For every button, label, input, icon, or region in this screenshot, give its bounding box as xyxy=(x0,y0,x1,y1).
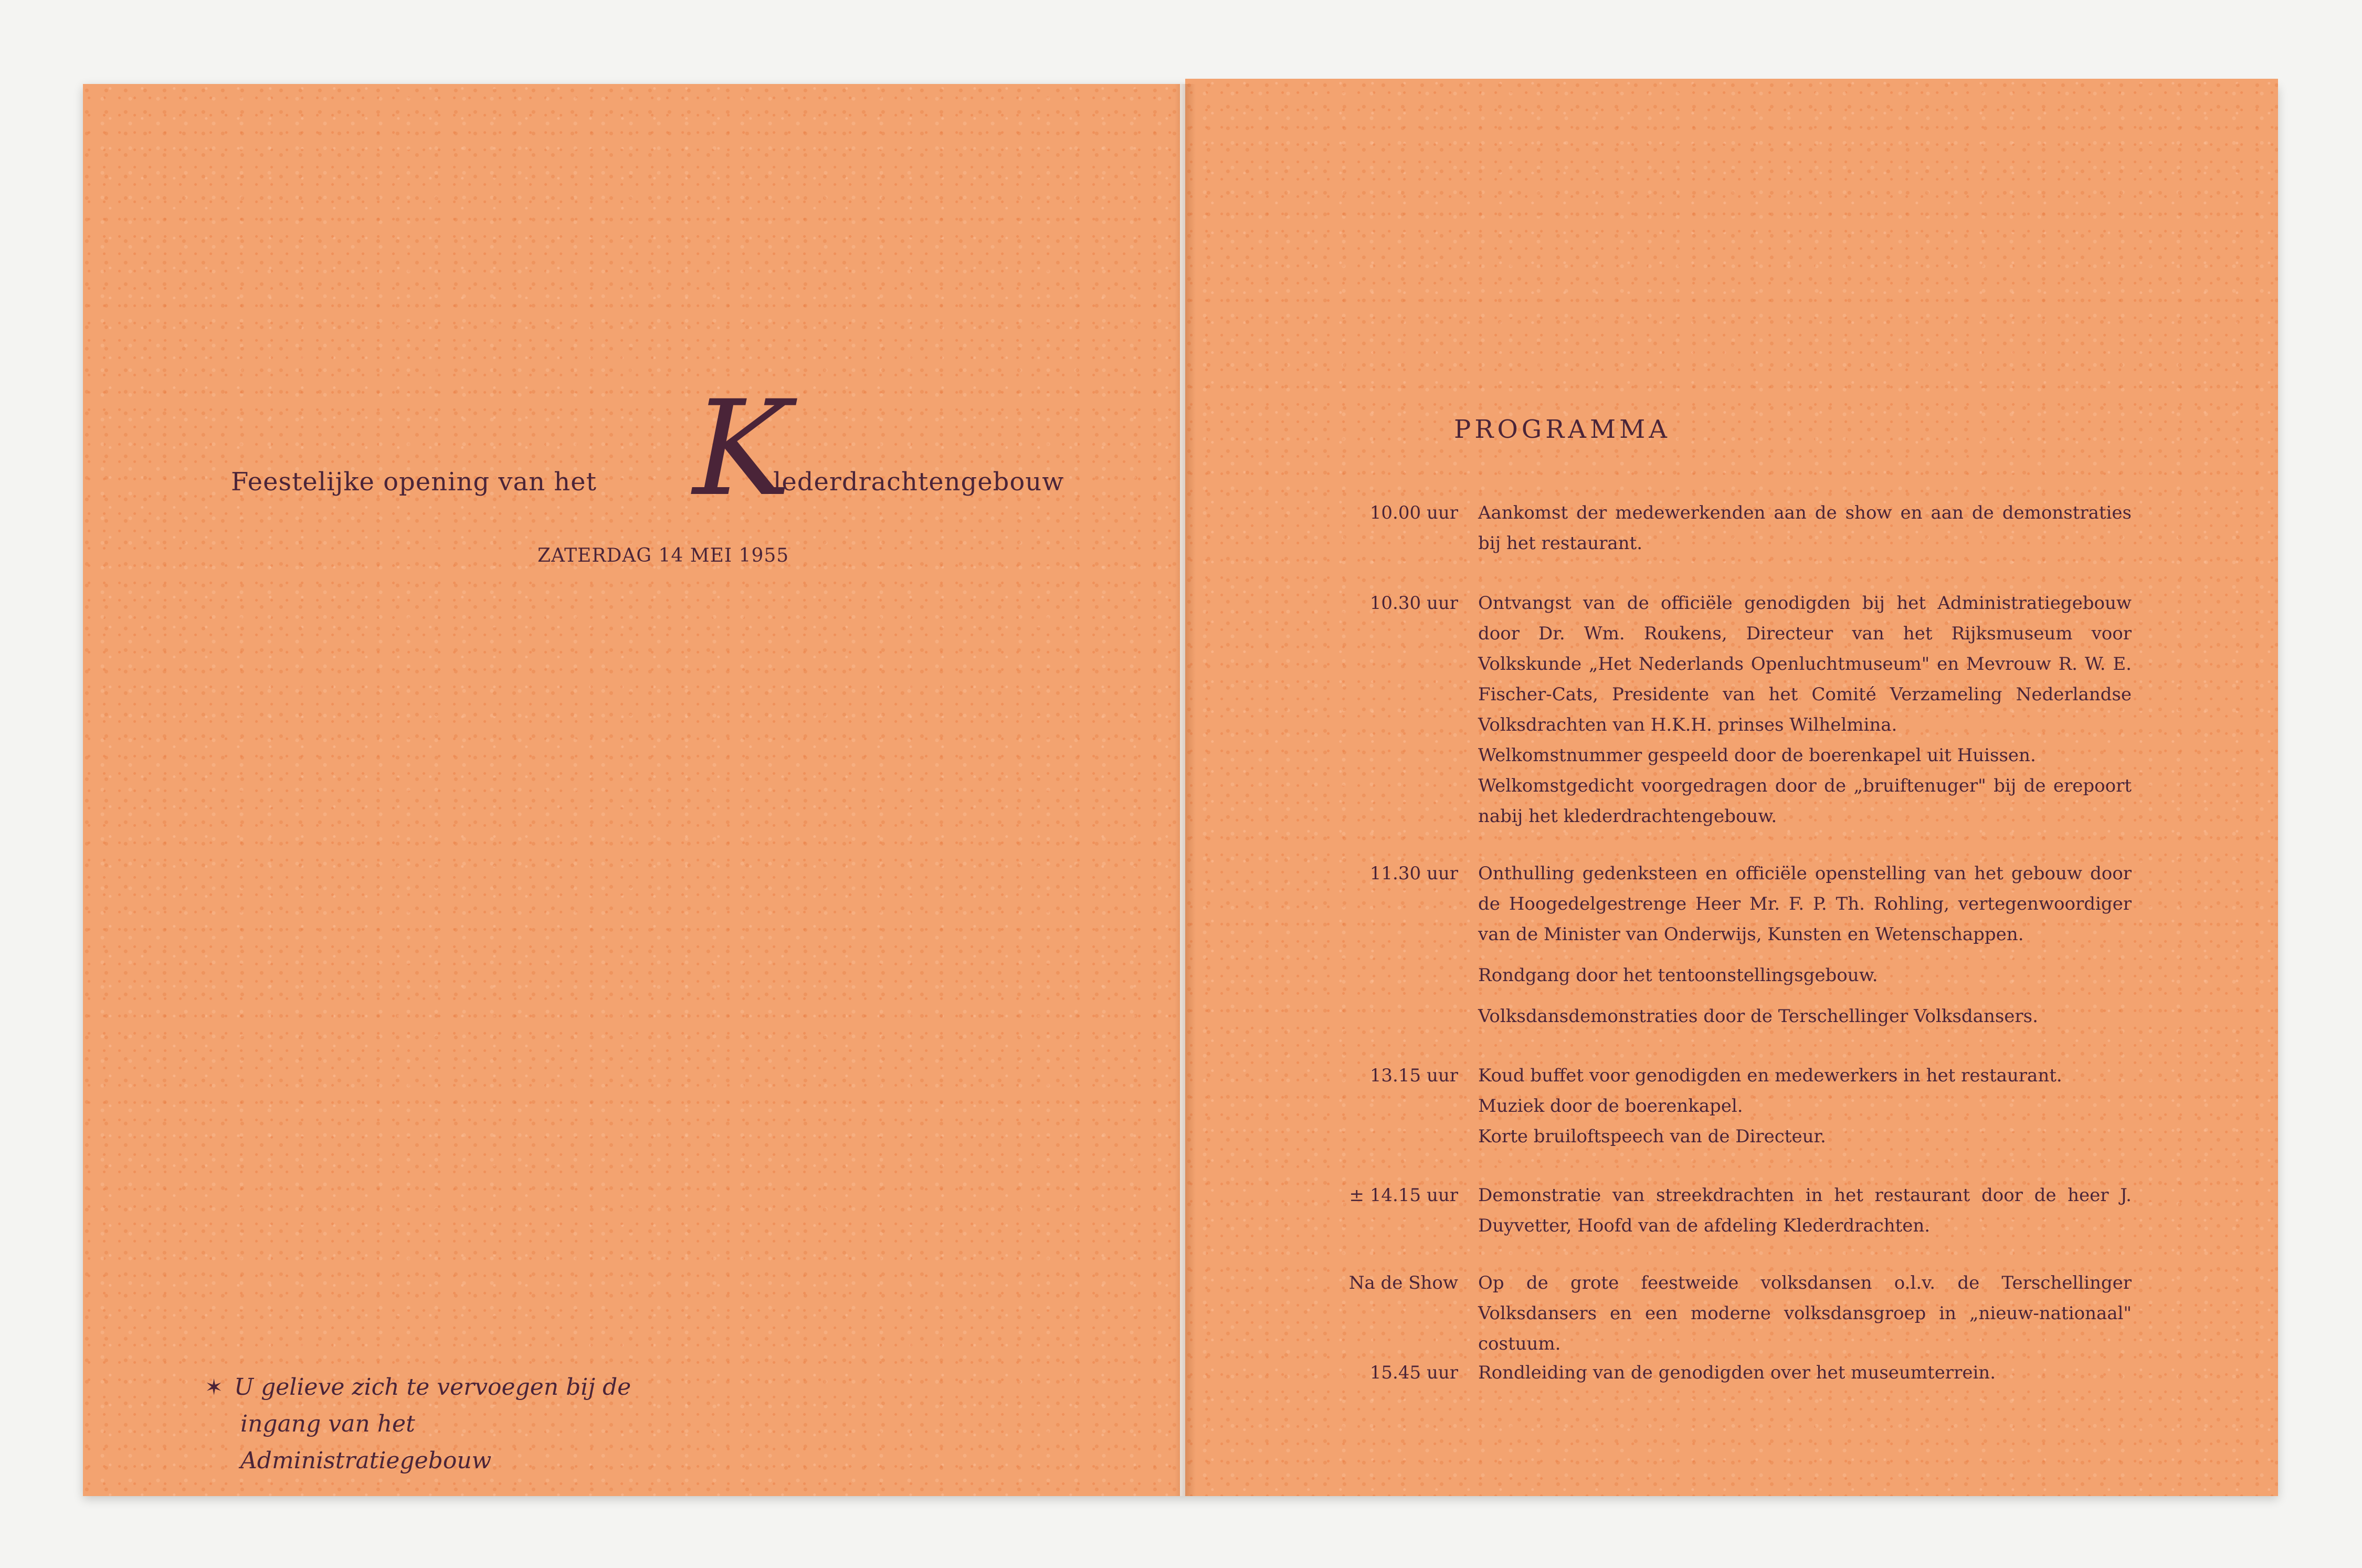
programme-line: Volksdansdemonstraties door de Terschellinger Volksdansers. xyxy=(1478,1006,2038,1027)
page-title xyxy=(231,372,1134,541)
title-initial-k: K xyxy=(693,372,791,525)
programme-line: Welkomstnummer gespeeld door de boerenkapel uit Huissen. xyxy=(1478,745,2036,766)
gutter-fold xyxy=(1175,84,1196,1496)
programme-description xyxy=(1478,1268,2132,1359)
programme-line: Koud buffet voor genodigden en medewerkers in het restaurant. xyxy=(1478,1065,2062,1086)
programme-line: Ontvangst van de officiële genodigden bij het Administratiegebouw door Dr. Wm. Roukens, Directeur van het Rijksmuseum voor Volkskunde „Het Nederlands Openluchtmuseum" en Mevrouw R. W. E. Fischer-Cats, Presidente van het Comité Verzameling Nederlandse Volksdrachten van H.K.H. prinses Wilhelmina. xyxy=(1478,593,2132,735)
programme-description xyxy=(1478,1180,2132,1241)
programme-description xyxy=(1478,1357,2132,1388)
title-part2: lederdrachtengebouw xyxy=(773,467,1064,497)
star-icon: ✶ xyxy=(205,1374,224,1400)
note-line1: U gelieve zich te vervoegen bij de xyxy=(234,1374,631,1401)
title-part1: Feestelijke opening van het xyxy=(231,467,597,497)
right-page xyxy=(1185,79,2278,1496)
programme-time: 10.30 uur xyxy=(1369,593,1458,614)
programme-line: Onthulling gedenksteen en officiële openstelling van het gebouw door de Hoogedelgestrenge Heer Mr. F. P. Th. Rohling, vertegenwoordiger van de Minister van Onderwijs, Kunsten en Wetenschappen. xyxy=(1478,863,2132,945)
entrance-note xyxy=(205,1369,656,1479)
programma-heading: PROGRAMMA xyxy=(1454,415,1671,444)
booklet-spread xyxy=(83,84,2278,1496)
programme-time: 10.00 uur xyxy=(1369,502,1458,523)
programme-line: Aankomst der medewerkenden aan de show en aan de demonstraties bij het restaurant. xyxy=(1478,502,2132,554)
programme-time: ± 14.15 uur xyxy=(1349,1185,1458,1206)
programme-description xyxy=(1478,1060,2132,1152)
programme-line: Rondgang door het tentoonstellingsgebouw. xyxy=(1478,965,1878,986)
programme-line: Op de grote feestweide volksdansen o.l.v. de Terschellinger Volksdansers en een moderne volksdansgroep in „nieuw-nationaal" costuum. xyxy=(1478,1272,2132,1354)
note-line1-row xyxy=(205,1369,656,1406)
programme-line: Korte bruiloftspeech van de Directeur. xyxy=(1478,1126,1826,1147)
programme-description xyxy=(1478,588,2132,832)
programme-line: Welkomstgedicht voorgedragen door de „bruiftenuger" bij de erepoort nabij het klederdrachtengebouw. xyxy=(1478,775,2132,827)
programme-time: 11.30 uur xyxy=(1369,863,1458,884)
programme-time: 15.45 uur xyxy=(1369,1362,1458,1383)
programme-description xyxy=(1478,858,2132,1032)
programme-description xyxy=(1478,498,2132,559)
programme-time: 13.15 uur xyxy=(1369,1065,1458,1086)
programme-time: Na de Show xyxy=(1348,1272,1458,1293)
note-line2: ingang van het Administratiegebouw xyxy=(240,1411,492,1474)
programme-line: Rondleiding van de genodigden over het museumterrein. xyxy=(1478,1362,1996,1383)
left-page xyxy=(83,84,1180,1496)
programme-line: Muziek door de boerenkapel. xyxy=(1478,1096,1743,1117)
event-date: ZATERDAG 14 MEI 1955 xyxy=(537,545,789,566)
programme-line: Demonstratie van streekdrachten in het restaurant door de heer J. Duyvetter, Hoofd van de afdeling Klederdrachten. xyxy=(1478,1185,2132,1236)
